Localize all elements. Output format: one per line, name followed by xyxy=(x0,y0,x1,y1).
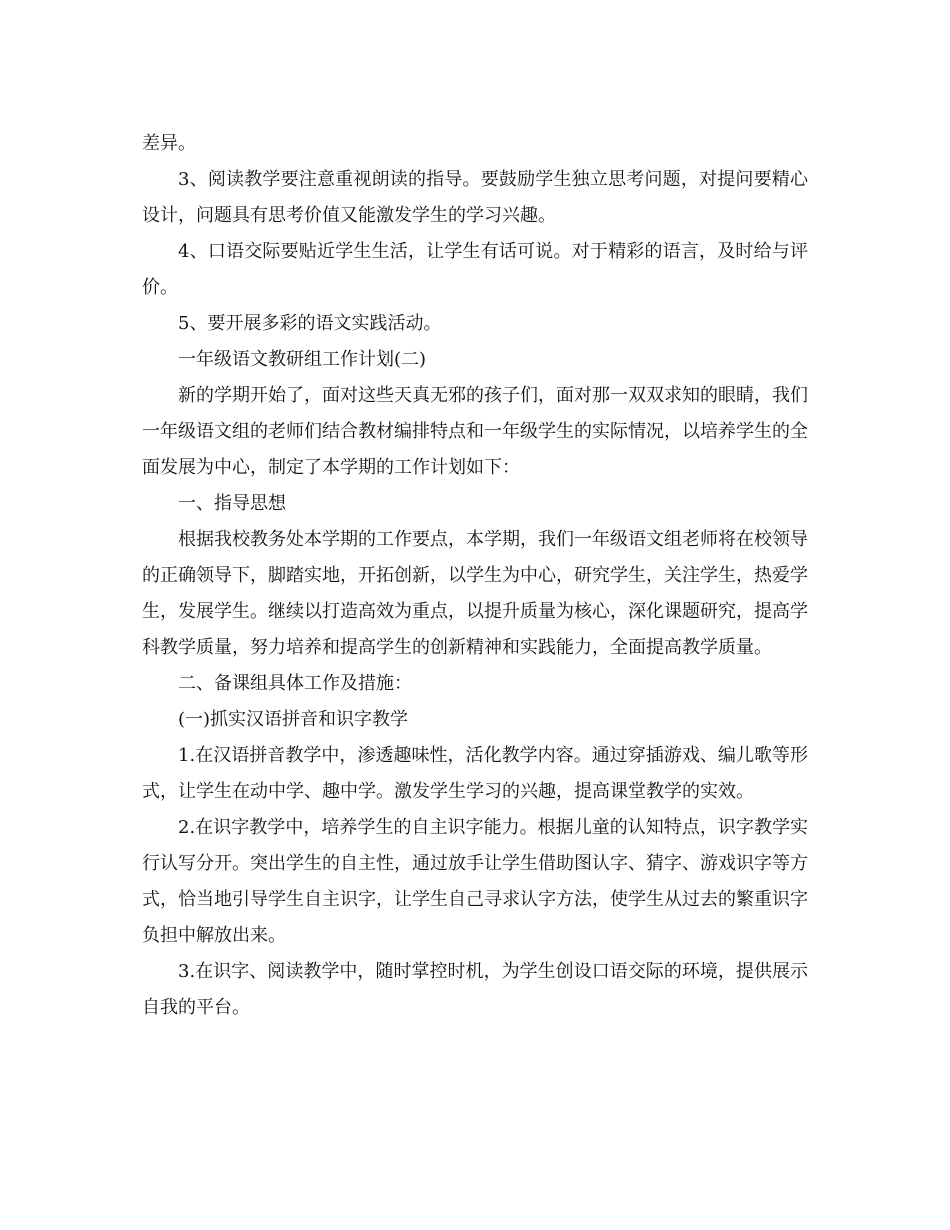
paragraph: 差异。 xyxy=(142,133,196,154)
paragraph: 3、阅读教学要注意重视朗读的指导。要鼓励学生独立思考问题，对提问要精心设计，问题具有思考价值又能激发学生的学习兴趣。 xyxy=(142,169,808,226)
subsection-heading: (一)抓实汉语拼音和识字教学 xyxy=(178,709,409,730)
paragraph: 5、要开展多彩的语文实践活动。 xyxy=(178,313,442,334)
section-title: 一年级语文教研组工作计划(二) xyxy=(178,349,427,370)
section-heading: 一、指导思想 xyxy=(178,493,286,514)
list-item: 3.在识字、阅读教学中，随时掌控时机，为学生创设口语交际的环境，提供展示自我的平台。 xyxy=(142,961,808,1018)
document-body xyxy=(142,126,808,1026)
paragraph: 根据我校教务处本学期的工作要点，本学期，我们一年级语文组老师将在校领导的正确领导下，脚踏实地，开拓创新，以学生为中心，研究学生，关注学生，热爱学生，发展学生。继续以打造高效为重点，以提升质量为核心，深化课题研究，提高学科教学质量，努力培养和提高学生的创新精神和实践能力，全面提高教学质量。 xyxy=(142,529,808,658)
paragraph: 新的学期开始了，面对这些天真无邪的孩子们，面对那一双双求知的眼睛，我们一年级语文组的老师们结合教材编排特点和一年级学生的实际情况，以培养学生的全面发展为中心，制定了本学期的工作计划如下： xyxy=(142,385,808,478)
list-item: 2.在识字教学中，培养学生的自主识字能力。根据儿童的认知特点，识字教学实行认写分开。突出学生的自主性，通过放手让学生借助图认字、猜字、游戏识字等方式，恰当地引导学生自主识字，让学生自己寻求认字方法，使学生从过去的繁重识字负担中解放出来。 xyxy=(142,817,808,946)
list-item: 1.在汉语拼音教学中，渗透趣味性，活化教学内容。通过穿插游戏、编儿歌等形式，让学生在动中学、趣中学。激发学生学习的兴趣，提高课堂教学的实效。 xyxy=(142,745,808,802)
paragraph: 4、口语交际要贴近学生生活，让学生有话可说。对于精彩的语言，及时给与评价。 xyxy=(142,241,808,298)
section-heading: 二、备课组具体工作及措施： xyxy=(178,673,412,694)
